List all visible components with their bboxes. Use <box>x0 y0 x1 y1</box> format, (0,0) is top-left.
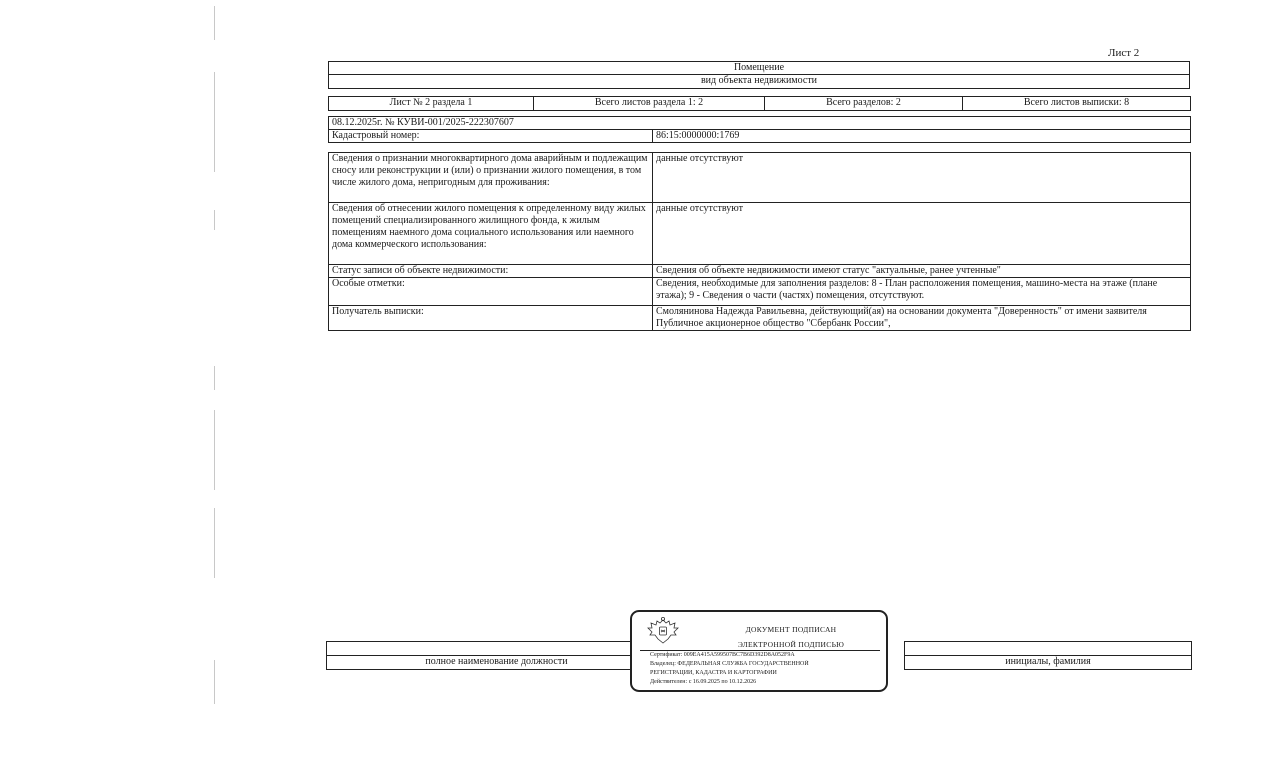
detail-value: данные отсутствуют <box>653 153 1191 203</box>
scan-artifact-line <box>214 210 215 230</box>
sheets-table <box>328 96 1191 111</box>
detail-label: Статус записи об объекте недвижимости: <box>329 265 653 278</box>
name-caption: инициалы, фамилия <box>905 656 1192 670</box>
stamp-title <box>706 622 876 652</box>
info-table <box>328 116 1191 143</box>
sheet-label: Лист 2 <box>1108 47 1140 59</box>
object-type: Помещение <box>329 62 1190 75</box>
name-field <box>905 642 1192 656</box>
total-sheets-section: Всего листов раздела 1: 2 <box>534 97 765 111</box>
object-type-caption: вид объекта недвижимости <box>329 75 1190 89</box>
eagle-emblem-icon <box>646 616 680 646</box>
object-type-table <box>328 61 1190 89</box>
stamp-title-line: ДОКУМЕНТ ПОДПИСАН <box>745 625 837 634</box>
table-row <box>329 278 1191 306</box>
stamp-owner: Владелец: ФЕДЕРАЛЬНАЯ СЛУЖБА ГОСУДАРСТВЕННОЙ <box>650 661 809 667</box>
scan-artifact-line <box>214 660 215 704</box>
extract-date-number: 08.12.2025г. № КУВИ-001/2025-222307607 <box>329 117 1191 130</box>
detail-value: Сведения, необходимые для заполнения разделов: 8 - План расположения помещения, машино-места на этаже (плане этажа); 9 - Сведения о части (частях) помещения, отсутствуют. <box>653 278 1191 306</box>
cadastral-number-value: 86:15:0000000:1769 <box>653 130 1191 143</box>
table-row <box>329 306 1191 331</box>
cadastral-number-label: Кадастровый номер: <box>329 130 653 143</box>
table-row <box>329 203 1191 265</box>
stamp-details <box>650 651 882 687</box>
position-field <box>327 642 667 656</box>
table-row <box>329 153 1191 203</box>
stamp-title-line: ЭЛЕКТРОННОЙ ПОДПИСЬЮ <box>737 640 845 649</box>
total-sheets-extract: Всего листов выписки: 8 <box>963 97 1191 111</box>
scan-artifact-line <box>214 72 215 172</box>
scan-artifact-line <box>214 508 215 578</box>
detail-value: данные отсутствуют <box>653 203 1191 265</box>
stamp-certificate: Сертификат: 009EA415A599507BC7B6D392D8A052F9A <box>650 652 795 658</box>
table-row <box>329 265 1191 278</box>
stamp-validity: Действителен: с 16.09.2025 по 10.12.2026 <box>650 679 757 685</box>
sheet-of-section: Лист № 2 раздела 1 <box>329 97 534 111</box>
detail-value: Сведения об объекте недвижимости имеют статус "актуальные, ранее учтенные" <box>653 265 1191 278</box>
detail-label: Сведения о признании многоквартирного дома аварийным и подлежащим сносу или реконструкции и (или) о признании жилого помещения, в том числе жилого дома, непригодным для проживания: <box>329 153 653 203</box>
scan-artifact-line <box>214 6 215 40</box>
detail-label: Особые отметки: <box>329 278 653 306</box>
details-table <box>328 152 1191 331</box>
position-caption: полное наименование должности <box>327 656 667 670</box>
detail-value: Смолянинова Надежда Равильевна, действующий(ая) на основании документа "Доверенность" от имени заявителя Публичное акционерное общество "Сбербанк России", <box>653 306 1191 331</box>
detail-label: Сведения об отнесении жилого помещения к определенному виду жилых помещений специализированного жилищного фонда, к жилым помещениям наемного дома социального использования или наемного дома коммерческого использования: <box>329 203 653 265</box>
stamp-owner: РЕГИСТРАЦИИ, КАДАСТРА И КАРТОГРАФИИ <box>650 670 777 676</box>
electronic-signature-stamp <box>630 610 888 692</box>
scan-artifact-line <box>214 410 215 490</box>
scan-artifact-line <box>214 366 215 390</box>
total-sections: Всего разделов: 2 <box>765 97 963 111</box>
detail-label: Получатель выписки: <box>329 306 653 331</box>
